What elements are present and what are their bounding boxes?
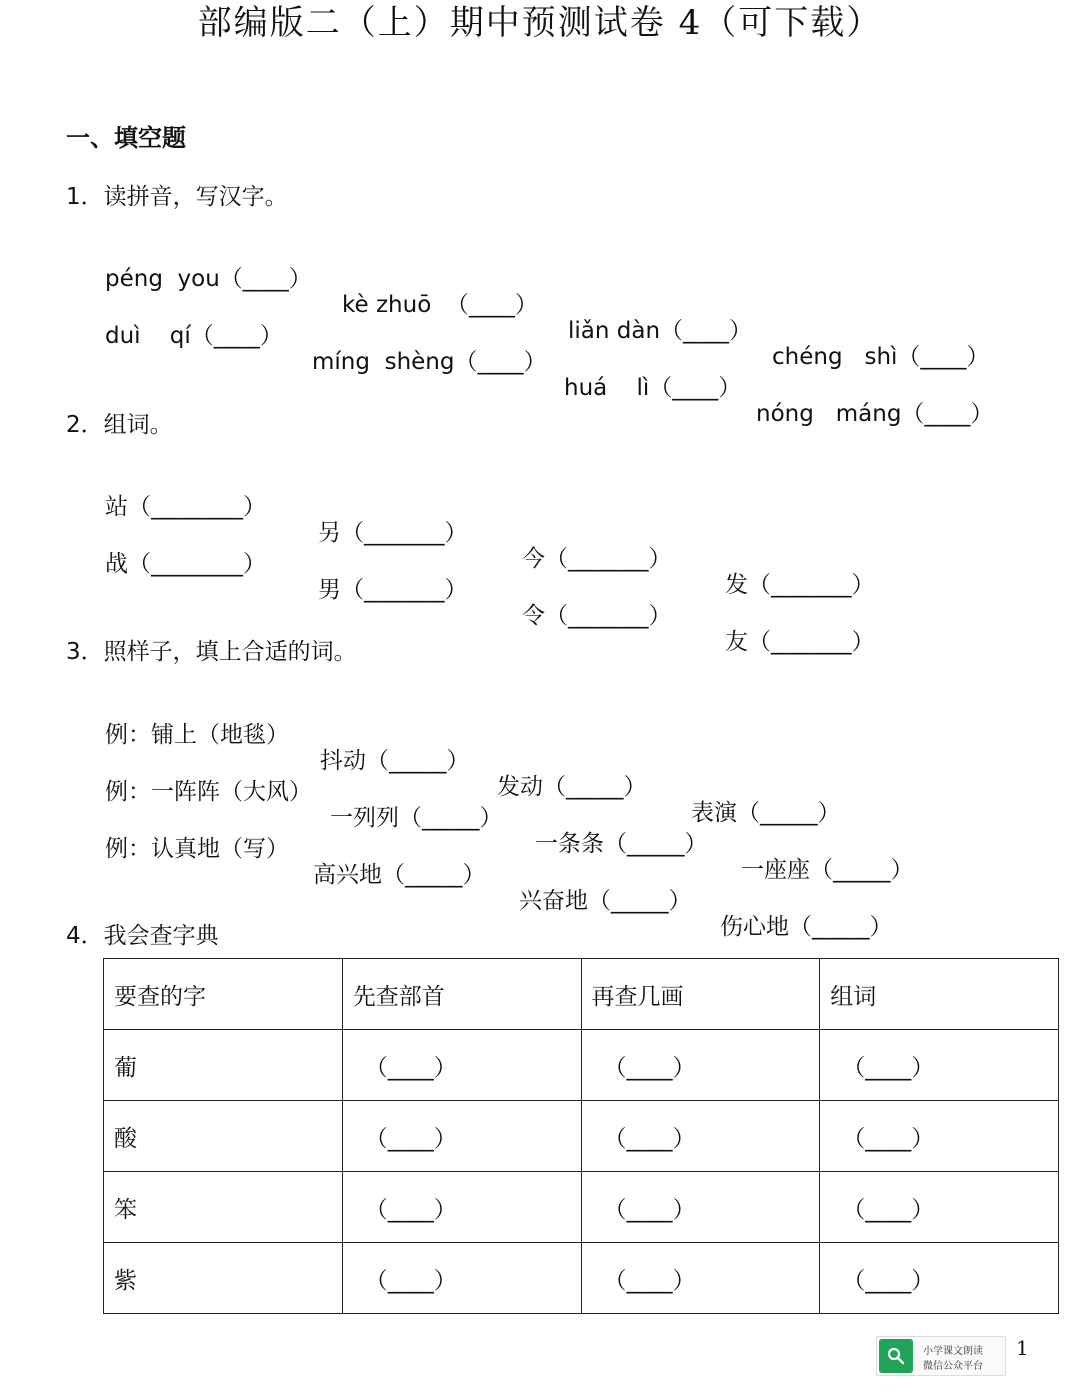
blank-cell[interactable]: （____） [820, 1172, 1059, 1243]
header-cell: 要查的字 [104, 959, 343, 1030]
pinyin-item: nóng máng（____） [756, 401, 994, 427]
blank-cell[interactable]: （____） [581, 1030, 820, 1101]
watermark [876, 1336, 1006, 1376]
word-item: 友（_______） [725, 629, 875, 655]
header-cell: 再查几画 [581, 959, 820, 1030]
example-item: 高兴地（_____） [313, 862, 486, 888]
pinyin-item: liǎn dàn（____） [568, 318, 753, 344]
blank-cell[interactable]: （____） [342, 1172, 581, 1243]
word-item: 令（_______） [522, 603, 672, 629]
dictionary-table [103, 958, 1059, 1314]
character-cell: 葡 [104, 1030, 343, 1101]
character-cell: 紫 [104, 1243, 343, 1314]
blank-cell[interactable]: （____） [342, 1030, 581, 1101]
watermark-line-1: 小学课文朗读 [923, 1346, 983, 1357]
blank-cell[interactable]: （____） [820, 1243, 1059, 1314]
example-item: 发动（_____） [497, 774, 647, 800]
header-cell: 先查部首 [342, 959, 581, 1030]
header-cell: 组词 [820, 959, 1059, 1030]
example-item: 一条条（_____） [535, 831, 708, 857]
table-header-row [104, 959, 1059, 1030]
example-item: 表演（_____） [691, 800, 841, 826]
question-3-label: 3．照样子，填上合适的词。 [66, 639, 357, 665]
pinyin-item: chéng shì（____） [772, 344, 990, 370]
blank-cell[interactable]: （____） [581, 1172, 820, 1243]
blank-cell[interactable]: （____） [820, 1030, 1059, 1101]
pinyin-item: péng you（____） [105, 266, 312, 292]
pinyin-item: huá lì（____） [564, 375, 742, 401]
question-1-label: 1．读拼音，写汉字。 [66, 184, 288, 210]
question-2-label: 2．组词。 [66, 412, 173, 438]
example-item: 例：一阵阵（大风） [105, 779, 312, 805]
watermark-line-2: 微信公众平台 [923, 1361, 983, 1372]
example-item: 例：认真地（写） [105, 836, 289, 862]
word-item: 站（________） [105, 494, 266, 520]
word-item: 战（________） [105, 551, 266, 577]
word-item: 另（_______） [318, 520, 468, 546]
example-item: 一座座（_____） [741, 857, 914, 883]
pinyin-item: míng shèng（____） [312, 349, 547, 375]
blank-cell[interactable]: （____） [581, 1101, 820, 1172]
table-row [104, 1030, 1059, 1101]
pinyin-item: duì qí（____） [105, 323, 283, 349]
search-icon [879, 1339, 913, 1373]
example-item: 兴奋地（_____） [519, 888, 692, 914]
word-item: 今（_______） [522, 546, 672, 572]
table-row [104, 1172, 1059, 1243]
blank-cell[interactable]: （____） [581, 1243, 820, 1314]
blank-cell[interactable]: （____） [820, 1101, 1059, 1172]
page-title: 部编版二（上）期中预测试卷 4（可下载） [197, 3, 883, 43]
section-heading: 一、填空题 [66, 124, 186, 152]
table-row [104, 1243, 1059, 1314]
character-cell: 笨 [104, 1172, 343, 1243]
blank-cell[interactable]: （____） [342, 1243, 581, 1314]
pinyin-item: kè zhuō （____） [342, 292, 538, 318]
table-row [104, 1101, 1059, 1172]
blank-cell[interactable]: （____） [342, 1101, 581, 1172]
word-item: 发（_______） [725, 572, 875, 598]
example-item: 一列列（_____） [330, 805, 503, 831]
word-item: 男（_______） [318, 577, 468, 603]
example-item: 抖动（_____） [320, 748, 470, 774]
example-item: 伤心地（_____） [720, 914, 893, 940]
question-4-label: 4．我会查字典 [66, 923, 219, 949]
character-cell: 酸 [104, 1101, 343, 1172]
example-item: 例：铺上（地毯） [105, 722, 289, 748]
page-number: 1 [1016, 1336, 1029, 1360]
